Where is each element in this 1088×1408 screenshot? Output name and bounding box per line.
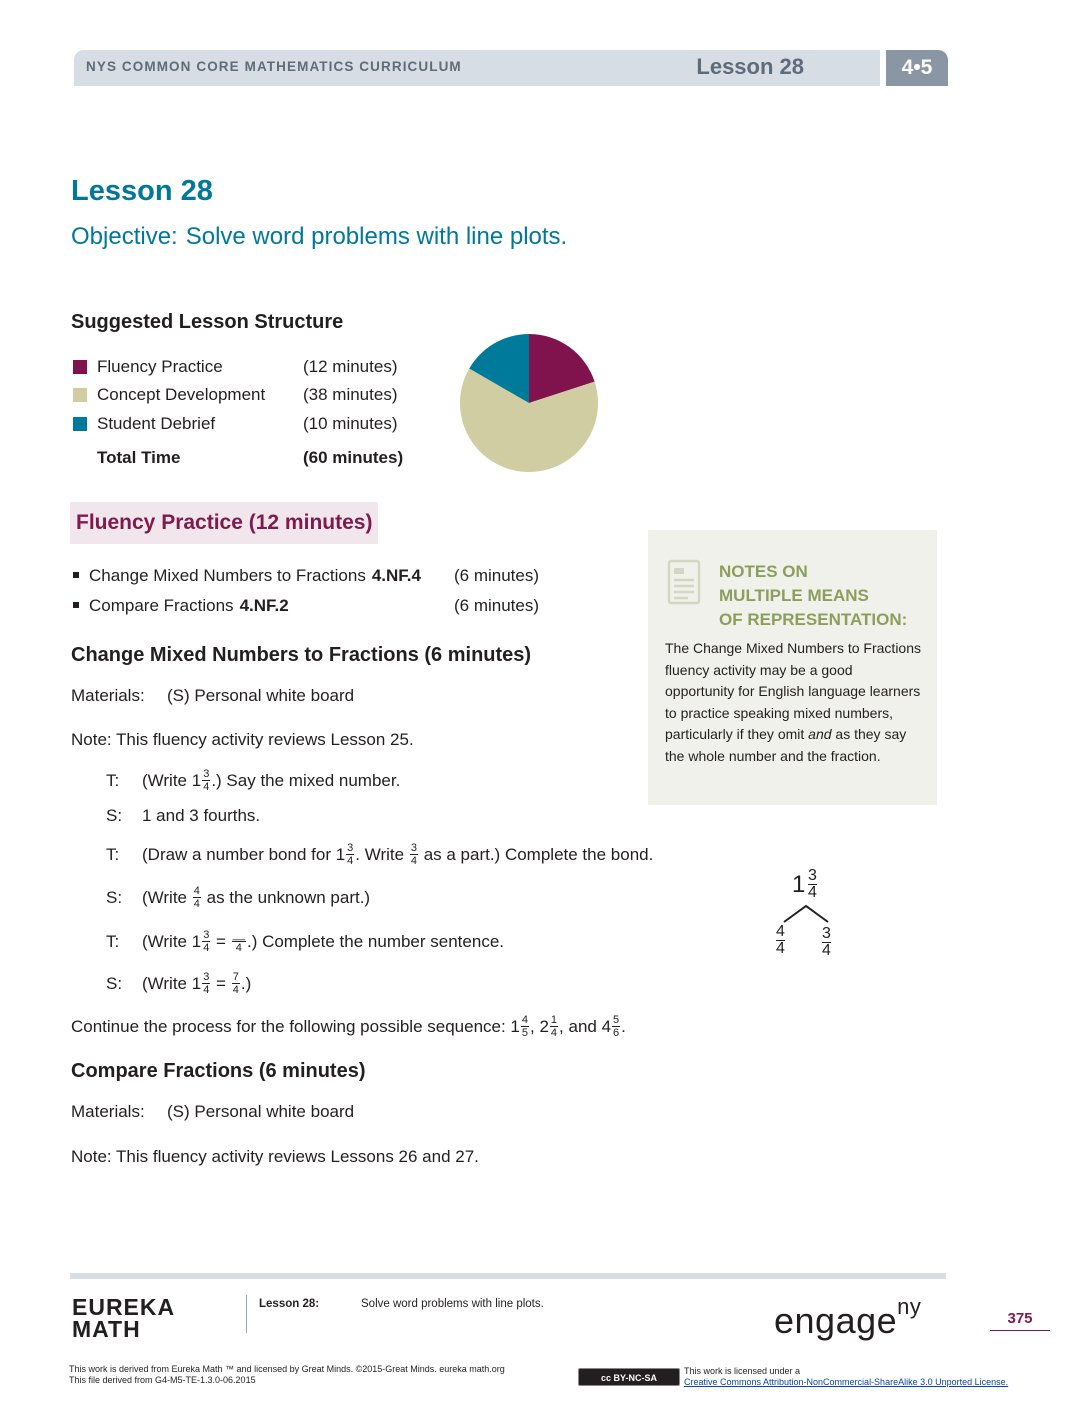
objective-text: Solve word problems with line plots. bbox=[185, 223, 568, 250]
dialogue-text: .) Say the mixed number. bbox=[211, 770, 401, 790]
fraction: $\frac{4}{4}$ bbox=[193, 885, 200, 910]
speaker-label: S: bbox=[106, 887, 123, 907]
dialogue-text: as the unknown part.) bbox=[206, 887, 371, 907]
fluency-item-minutes: (6 minutes) bbox=[454, 566, 540, 585]
notes-body: The Change Mixed Numbers to Fractions fluency activity may be a good opportunity for English language learners to practice speaking mixed numbers, particularly if they omit and as they say the whole number and the fraction. bbox=[665, 640, 921, 764]
dialogue-text: as a part.) Complete the bond. bbox=[423, 844, 654, 864]
structure-row-minutes: (10 minutes) bbox=[303, 414, 398, 433]
header-bar bbox=[74, 50, 880, 86]
header-lesson: Lesson 28 bbox=[696, 54, 804, 79]
dialogue-line bbox=[106, 886, 370, 911]
section-heading-mixed-numbers: Change Mixed Numbers to Fractions (6 minutes) bbox=[71, 644, 532, 666]
footer-vertical-divider bbox=[246, 1295, 247, 1333]
legend-swatch bbox=[73, 360, 87, 374]
bond-right-part: 3 4 bbox=[822, 925, 831, 959]
fluency-item-name: Compare Fractions bbox=[89, 596, 234, 615]
speaker-label: S: bbox=[106, 806, 123, 825]
sequence-text: , 2 bbox=[530, 1016, 549, 1036]
structure-row-name: Fluency Practice bbox=[97, 357, 223, 376]
materials-label: Materials: bbox=[71, 686, 145, 705]
fluency-item-standard: 4.NF.4 bbox=[371, 566, 421, 585]
engageny-logo: engage$^{ny}$ bbox=[774, 1294, 922, 1341]
footer-divider bbox=[70, 1273, 946, 1279]
dialogue-text: 1 and 3 fourths. bbox=[142, 806, 261, 825]
notes-title-line: NOTES ON bbox=[719, 562, 808, 581]
license-link[interactable]: Creative Commons Attribution-NonCommercial-ShareAlike 3.0 Unported License. bbox=[684, 1377, 1009, 1387]
structure-row-name: Concept Development bbox=[97, 385, 266, 404]
dialogue-line bbox=[106, 930, 504, 955]
fraction-blank: __ 4 bbox=[232, 929, 245, 954]
structure-row-minutes: (38 minutes) bbox=[303, 385, 398, 404]
bullet-icon bbox=[73, 602, 79, 608]
fraction: $\frac{7}{4}$ bbox=[232, 971, 239, 996]
dialogue-text: = bbox=[211, 931, 226, 951]
total-minutes: (60 minutes) bbox=[303, 448, 404, 467]
dialogue-line bbox=[106, 769, 400, 794]
footer-objective: Solve word problems with line plots. bbox=[361, 1298, 544, 1310]
section-heading-compare-fractions: Compare Fractions (6 minutes) bbox=[71, 1060, 366, 1082]
curriculum-label: NYS COMMON CORE MATHEMATICS CURRICULUM bbox=[86, 59, 462, 74]
dialogue-line bbox=[106, 972, 251, 997]
dialogue-text: = bbox=[211, 973, 226, 993]
continue-sequence-line bbox=[71, 1015, 626, 1040]
sequence-text: Continue the process for the following possible sequence: 1 bbox=[71, 1016, 520, 1036]
fluency-banner bbox=[70, 502, 378, 544]
fluency-item-name: Change Mixed Numbers to Fractions bbox=[89, 566, 366, 585]
dialogue-text: (Write 1 bbox=[142, 973, 202, 993]
fraction: $\frac{5}{6}$ bbox=[613, 1014, 620, 1039]
speaker-label: T: bbox=[106, 931, 120, 951]
dialogue-line bbox=[106, 806, 260, 826]
bond-lines bbox=[770, 902, 850, 924]
dialogue-text: (Write 1 bbox=[142, 770, 202, 790]
structure-row-name: Student Debrief bbox=[97, 414, 216, 433]
fraction: $\frac{3}{4}$ bbox=[203, 971, 210, 996]
fluency-item bbox=[73, 566, 540, 586]
bullet-icon bbox=[73, 572, 79, 578]
license-text-left: This work is derived from Eureka Math ™ and licensed by Great Minds. ©2015-Great Minds. eureka math.org This file derived from G4-M5-TE-1.3.0-06.2015 bbox=[69, 1364, 505, 1385]
fraction: $\frac{3}{4}$ bbox=[203, 768, 210, 793]
structure-row-minutes: (12 minutes) bbox=[303, 357, 398, 376]
footer-lesson-label: Lesson 28: bbox=[259, 1298, 320, 1310]
fluency-item-standard: 4.NF.2 bbox=[239, 596, 289, 615]
structure-heading: Suggested Lesson Structure bbox=[71, 311, 344, 333]
materials-line bbox=[71, 686, 354, 706]
sequence-text: , and 4 bbox=[559, 1016, 612, 1036]
fluency-banner-label: Fluency Practice (12 minutes) bbox=[76, 511, 373, 534]
bond-left-part: 4 4 bbox=[776, 923, 785, 957]
materials-text: (S) Personal white board bbox=[167, 686, 355, 705]
total-label: Total Time bbox=[97, 448, 181, 467]
bond-whole-fraction: 3 4 bbox=[808, 867, 817, 901]
legend-swatch bbox=[73, 388, 87, 402]
module-badge: 4•5 bbox=[886, 50, 948, 86]
objective bbox=[71, 223, 567, 251]
document-icon bbox=[666, 558, 702, 606]
dialogue-text: (Draw a number bond for 1 bbox=[142, 844, 346, 864]
bond-whole-number: 1 bbox=[792, 871, 806, 898]
fluency-item-minutes: (6 minutes) bbox=[454, 596, 540, 615]
speaker-label: T: bbox=[106, 844, 120, 864]
dialogue-line bbox=[106, 843, 653, 868]
notes-title-line: MULTIPLE MEANS bbox=[719, 586, 869, 605]
fraction: $\frac{3}{4}$ bbox=[410, 842, 417, 867]
eureka-math-logo: EUREKA MATH bbox=[72, 1294, 176, 1342]
fraction: $\frac{3}{4}$ bbox=[347, 842, 354, 867]
dialogue-text: .) Complete the number sentence. bbox=[246, 931, 504, 951]
speaker-label: T: bbox=[106, 770, 120, 790]
cc-license-badge: cc BY-NC-SA bbox=[578, 1368, 680, 1386]
materials-label: Materials: bbox=[71, 1102, 145, 1121]
legend-swatch bbox=[73, 417, 87, 431]
objective-label: Objective: bbox=[71, 223, 178, 250]
page-number: 375 bbox=[990, 1310, 1050, 1331]
license-text-right: This work is licensed under a Creative Commons Attribution-NonCommercial-ShareAlike 3.0 Unported License. bbox=[684, 1366, 1009, 1387]
speaker-label: S: bbox=[106, 973, 123, 993]
page-header bbox=[74, 50, 948, 86]
fluency-item bbox=[73, 596, 540, 616]
notes-title-line: OF REPRESENTATION: bbox=[719, 610, 908, 629]
fraction: $\frac{4}{5}$ bbox=[521, 1014, 529, 1039]
notes-title bbox=[719, 560, 907, 632]
lesson-structure-pie-chart bbox=[458, 332, 600, 474]
dialogue-text: (Write bbox=[142, 887, 188, 907]
dialogue-text: .) bbox=[240, 973, 252, 993]
dialogue-text: . Write bbox=[355, 844, 405, 864]
fraction: $\frac{1}{4}$ bbox=[550, 1014, 558, 1039]
materials-line bbox=[71, 1102, 354, 1122]
notes-sidebar bbox=[648, 530, 937, 805]
note-line: Note: This fluency activity reviews Lesson 25. bbox=[71, 730, 414, 749]
page-title: Lesson 28 bbox=[71, 175, 213, 207]
number-bond-diagram bbox=[770, 868, 850, 968]
sequence-text: . bbox=[621, 1016, 626, 1036]
fraction: $\frac{3}{4}$ bbox=[203, 929, 210, 954]
dialogue-text: (Write 1 bbox=[142, 931, 202, 951]
materials-text: (S) Personal white board bbox=[167, 1102, 355, 1121]
note-line: Note: This fluency activity reviews Lessons 26 and 27. bbox=[71, 1147, 479, 1166]
